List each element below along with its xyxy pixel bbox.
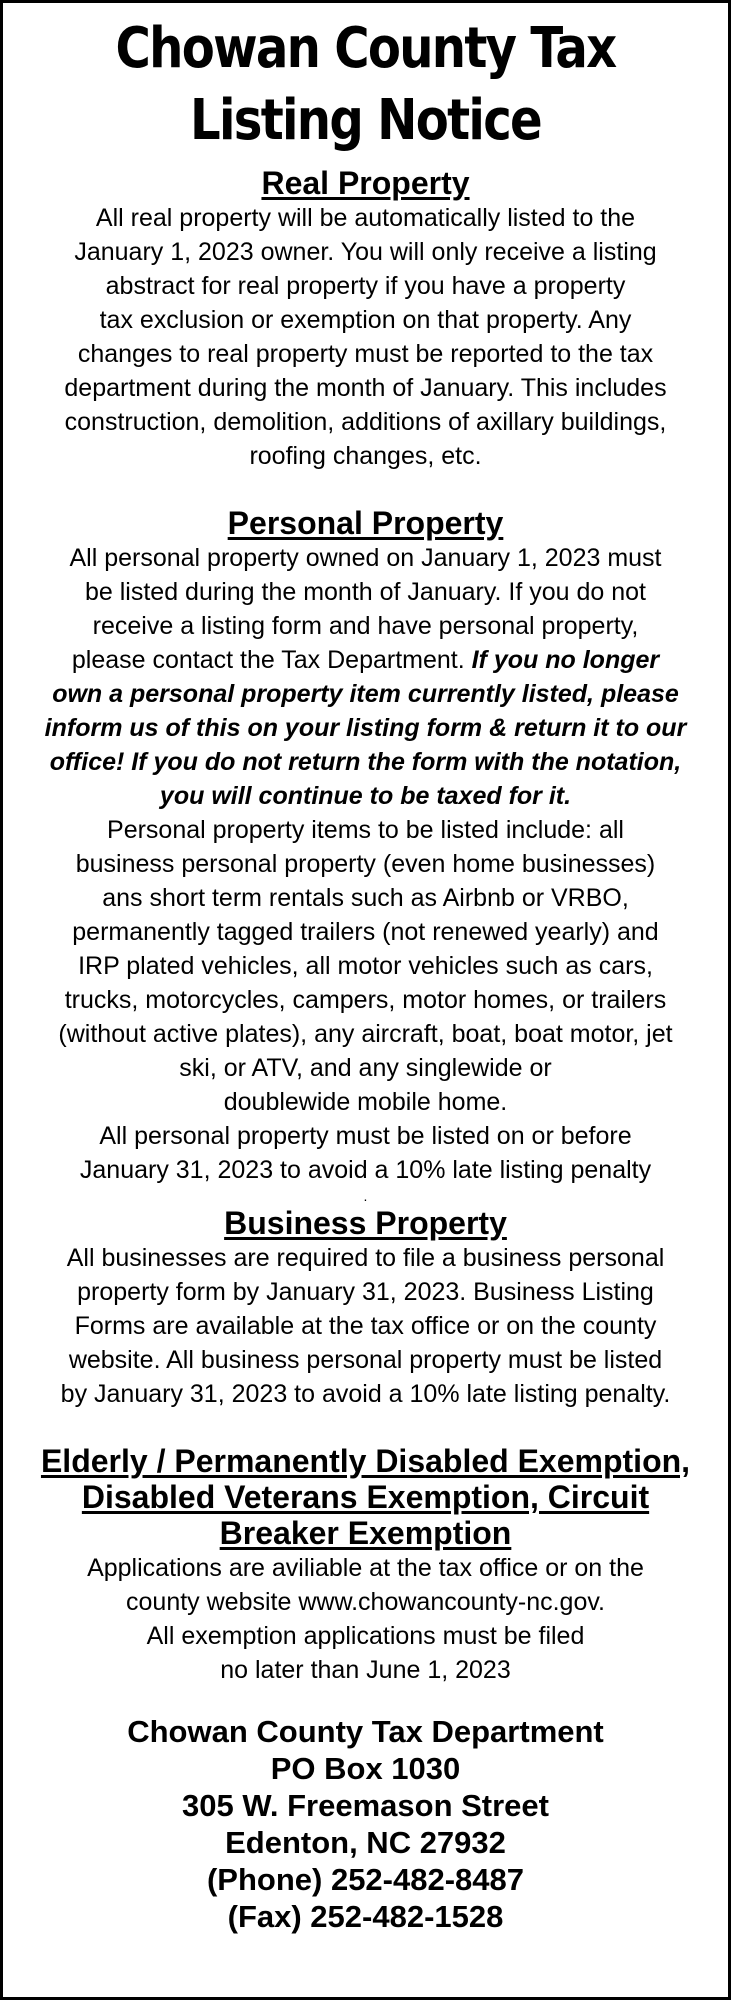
text-line-emphasis: own a personal property item currently listed, please xyxy=(52,680,679,708)
text-line: abstract for real property if you have a property xyxy=(105,272,626,300)
text-emphasis: If you no longer xyxy=(471,646,660,674)
notice-title-line: Chowan County Tax xyxy=(115,16,616,81)
personal-property-section xyxy=(17,505,714,1204)
real-property-section xyxy=(17,165,714,473)
text-line: county website www.chowancounty-nc.gov. xyxy=(126,1588,605,1616)
text-line: All personal property must be listed on or before xyxy=(99,1122,632,1150)
text-line: business personal property (even home businesses) xyxy=(75,850,656,878)
business-property-section xyxy=(17,1205,714,1411)
text-line: Forms are available at the tax office or on the county xyxy=(74,1312,657,1340)
notice-title xyxy=(66,13,665,157)
text-line: All personal property owned on January 1, 2023 must xyxy=(69,544,662,572)
personal-property-text xyxy=(17,541,714,1187)
business-property-text xyxy=(17,1241,714,1411)
notice-title-line: Listing Notice xyxy=(190,88,541,153)
text-line: tax exclusion or exemption on that property. Any xyxy=(99,306,632,334)
text-line-emphasis: you will continue to be taxed for it. xyxy=(159,782,572,810)
text-line: roofing changes, etc. xyxy=(249,442,482,470)
personal-property-heading: Personal Property xyxy=(227,505,504,541)
text-line: IRP plated vehicles, all motor vehicles such as cars, xyxy=(78,952,653,980)
text-line: All exemption applications must be filed xyxy=(146,1622,585,1650)
text-line: January 31, 2023 to avoid a 10% late listing penalty xyxy=(79,1156,652,1184)
department-name: Chowan County Tax Department xyxy=(127,1714,604,1749)
contact-block xyxy=(17,1713,714,1935)
real-property-heading: Real Property xyxy=(261,165,470,201)
text-line: Applications are aviliable at the tax office or on the xyxy=(87,1554,644,1582)
text-line: trucks, motorcycles, campers, motor homes, or trailers xyxy=(64,986,667,1014)
city-state-zip: Edenton, NC 27932 xyxy=(225,1825,506,1860)
heading-line: Disabled Veterans Exemption, Circuit xyxy=(81,1479,650,1515)
text-line-emphasis: office! If you do not return the form with the notation, xyxy=(49,748,682,776)
exemptions-section xyxy=(17,1443,714,1687)
text-line: ans short term rentals such as Airbnb or VRBO, xyxy=(102,884,629,912)
text-line: All businesses are required to file a business personal xyxy=(66,1244,665,1272)
stray-period-mark: . xyxy=(363,1188,368,1204)
text-line: permanently tagged trailers (not renewed yearly) and xyxy=(72,918,659,946)
street-address: 305 W. Freemason Street xyxy=(182,1788,549,1823)
text-line: changes to real property must be reported to the tax xyxy=(77,340,654,368)
text-line: be listed during the month of January. If you do not xyxy=(85,578,646,606)
text-line: receive a listing form and have personal property, xyxy=(92,612,639,640)
text-line: property form by January 31, 2023. Business Listing xyxy=(77,1278,654,1306)
text-line: website. All business personal property must be listed xyxy=(68,1346,663,1374)
text-line-emphasis: inform us of this on your listing form & return it to our xyxy=(44,714,687,742)
heading-line: Breaker Exemption xyxy=(219,1515,512,1551)
text-line: no later than June 1, 2023 xyxy=(220,1656,511,1684)
heading-line: Elderly / Permanently Disabled Exemption, xyxy=(40,1443,691,1479)
text-line: by January 31, 2023 to avoid a 10% late listing penalty. xyxy=(60,1380,671,1408)
text-line: (without active plates), any aircraft, boat, boat motor, jet xyxy=(58,1020,673,1048)
text-line: department during the month of January. This includes xyxy=(64,374,667,402)
phone-number: (Phone) 252-482-8487 xyxy=(206,1862,525,1897)
exemptions-text xyxy=(17,1551,714,1687)
po-box: PO Box 1030 xyxy=(270,1751,461,1786)
text-line: All real property will be automatically listed to the xyxy=(95,204,636,232)
real-property-text xyxy=(17,201,714,473)
text-line: construction, demolition, additions of axillary buildings, xyxy=(64,408,667,436)
text-line: January 1, 2023 owner. You will only receive a listing xyxy=(74,238,657,266)
text-plain: please contact the Tax Department. xyxy=(71,646,465,674)
text-line: ski, or ATV, and any singlewide or xyxy=(179,1054,552,1082)
fax-number: (Fax) 252-482-1528 xyxy=(227,1899,504,1934)
text-line xyxy=(17,643,714,677)
text-line: Personal property items to be listed include: all xyxy=(107,816,624,844)
text-line: doublewide mobile home. xyxy=(223,1088,508,1116)
business-property-heading: Business Property xyxy=(224,1205,507,1241)
exemptions-heading xyxy=(17,1443,714,1551)
